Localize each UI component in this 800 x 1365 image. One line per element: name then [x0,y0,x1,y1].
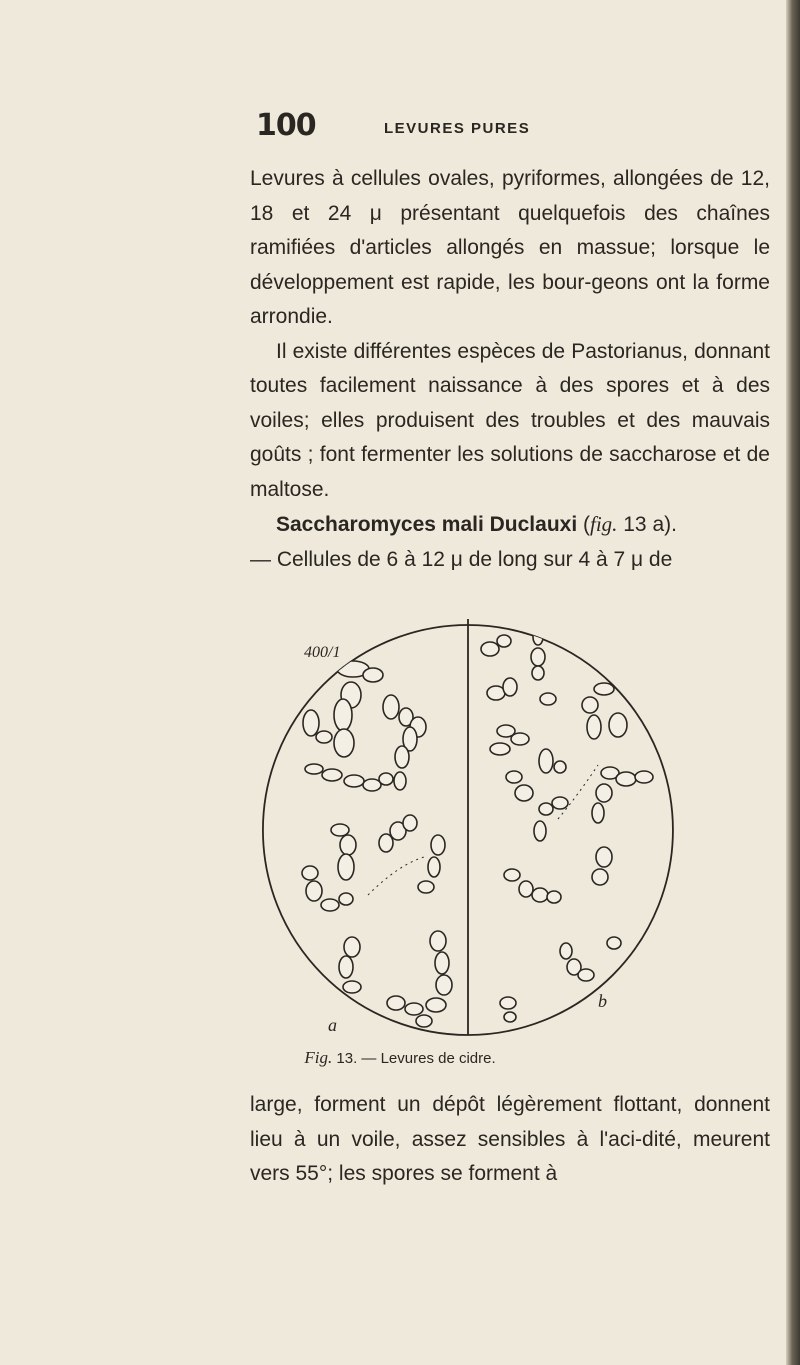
panel-a-label: a [328,1015,337,1035]
panel-b-cells [481,629,653,1022]
page-number: 100 [256,108,316,143]
paragraph-1: Levures à cellules ovales, pyriformes, allongées de 12, 18 et 24 μ présentant quelquefois des chaînes ramifiées d'articles allongés en massue; lorsque le développement est rapide, les bour-geons ont la forme arrondie. [250,167,770,328]
figure-13 [248,605,698,1045]
magnification-label: 400/1 [304,644,341,661]
panel-a-cells [302,661,452,1027]
paragraph-4: large, forment un dépôt légèrement flottant, donnent lieu à un voile, assez sensibles à l'aci-dité, meurent vers 55°; les spores se forment à [250,1093,770,1185]
paragraph-3-continued: — Cellules de 6 à 12 μ de long sur 4 à 7 μ de [250,547,673,571]
caption-text: 13. — Levures de cidre. [332,1050,496,1067]
paragraph-2: Il existe différentes espèces de Pastorianus, donnant toutes facilement naissance à des spores et à des voiles; elles produisent des troubles et des mauvais goûts ; font fermenter les solutions de saccharose et de maltose. [250,339,770,501]
text-block-top [250,162,770,577]
figure-ref-fig: fig. [590,512,618,536]
running-head: LEVURES PURES [384,120,531,137]
figure-ref-rest: 13 a). [617,513,677,536]
species-name: Saccharomyces mali Duclauxi [276,513,578,536]
page-edge-shadow [786,0,800,1365]
caption-fig: Fig. [304,1048,333,1067]
figure-ref-open: ( [577,513,590,536]
yeast-illustration [248,605,698,1045]
panel-b-label: b [598,991,607,1011]
page-header [256,108,676,148]
figure-caption [0,1048,800,1068]
panel-a-arc [263,625,468,1035]
paragraph-3 [250,507,770,543]
text-block-bottom [250,1088,770,1192]
